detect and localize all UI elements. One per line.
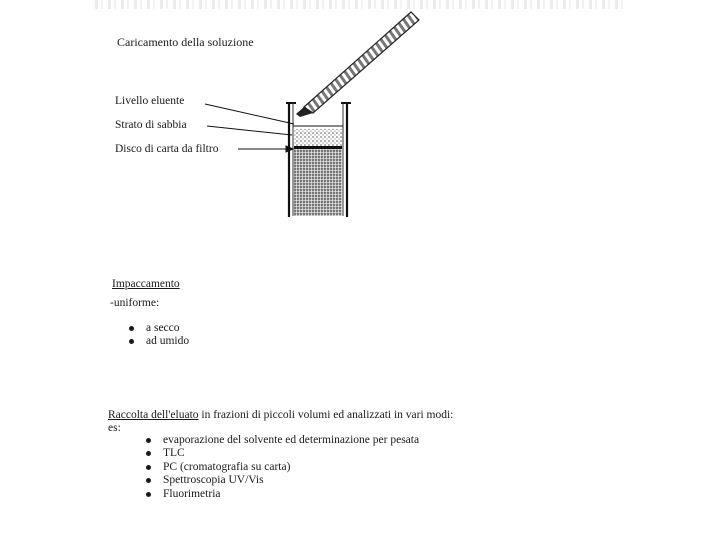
label-sand-layer: Strato di sabbia — [115, 119, 187, 131]
bullet-icon — [129, 326, 134, 331]
collection-intro: es: — [108, 422, 121, 434]
list-item: evaporazione del solvente ed determinazione per pesata — [163, 434, 419, 447]
packing-section-title: Impaccamento — [112, 278, 180, 290]
list-item: ad umido — [146, 335, 189, 348]
analysis-method-list — [163, 434, 419, 501]
list-item: a secco — [146, 322, 189, 335]
bullet-icon — [146, 438, 151, 443]
bullet-icon — [146, 465, 151, 470]
sand-layer — [294, 129, 342, 146]
packing-subtitle: -uniforme: — [110, 297, 160, 309]
list-item: PC (cromatografia su carta) — [163, 461, 419, 474]
collection-heading — [108, 409, 453, 422]
pipette — [296, 12, 419, 117]
stationary-phase-packing — [294, 149, 342, 216]
collection-heading-rest: in frazioni di piccoli volumi ed analizzati in vari modi: — [198, 409, 454, 421]
bullet-icon — [146, 492, 151, 497]
list-item: Spettroscopia UV/Vis — [163, 474, 419, 487]
list-item: Fluorimetria — [163, 488, 419, 501]
label-filter-disc: Disco di carta da filtro — [115, 143, 219, 155]
packing-method-list — [146, 322, 189, 349]
list-item: TLC — [163, 447, 419, 460]
collection-section-title: Raccolta dell'eluato — [108, 409, 199, 421]
filter-paper-disc — [294, 146, 342, 149]
loading-section-title: Caricamento della soluzione — [117, 35, 254, 49]
label-eluent-level: Livello eluente — [115, 95, 185, 107]
